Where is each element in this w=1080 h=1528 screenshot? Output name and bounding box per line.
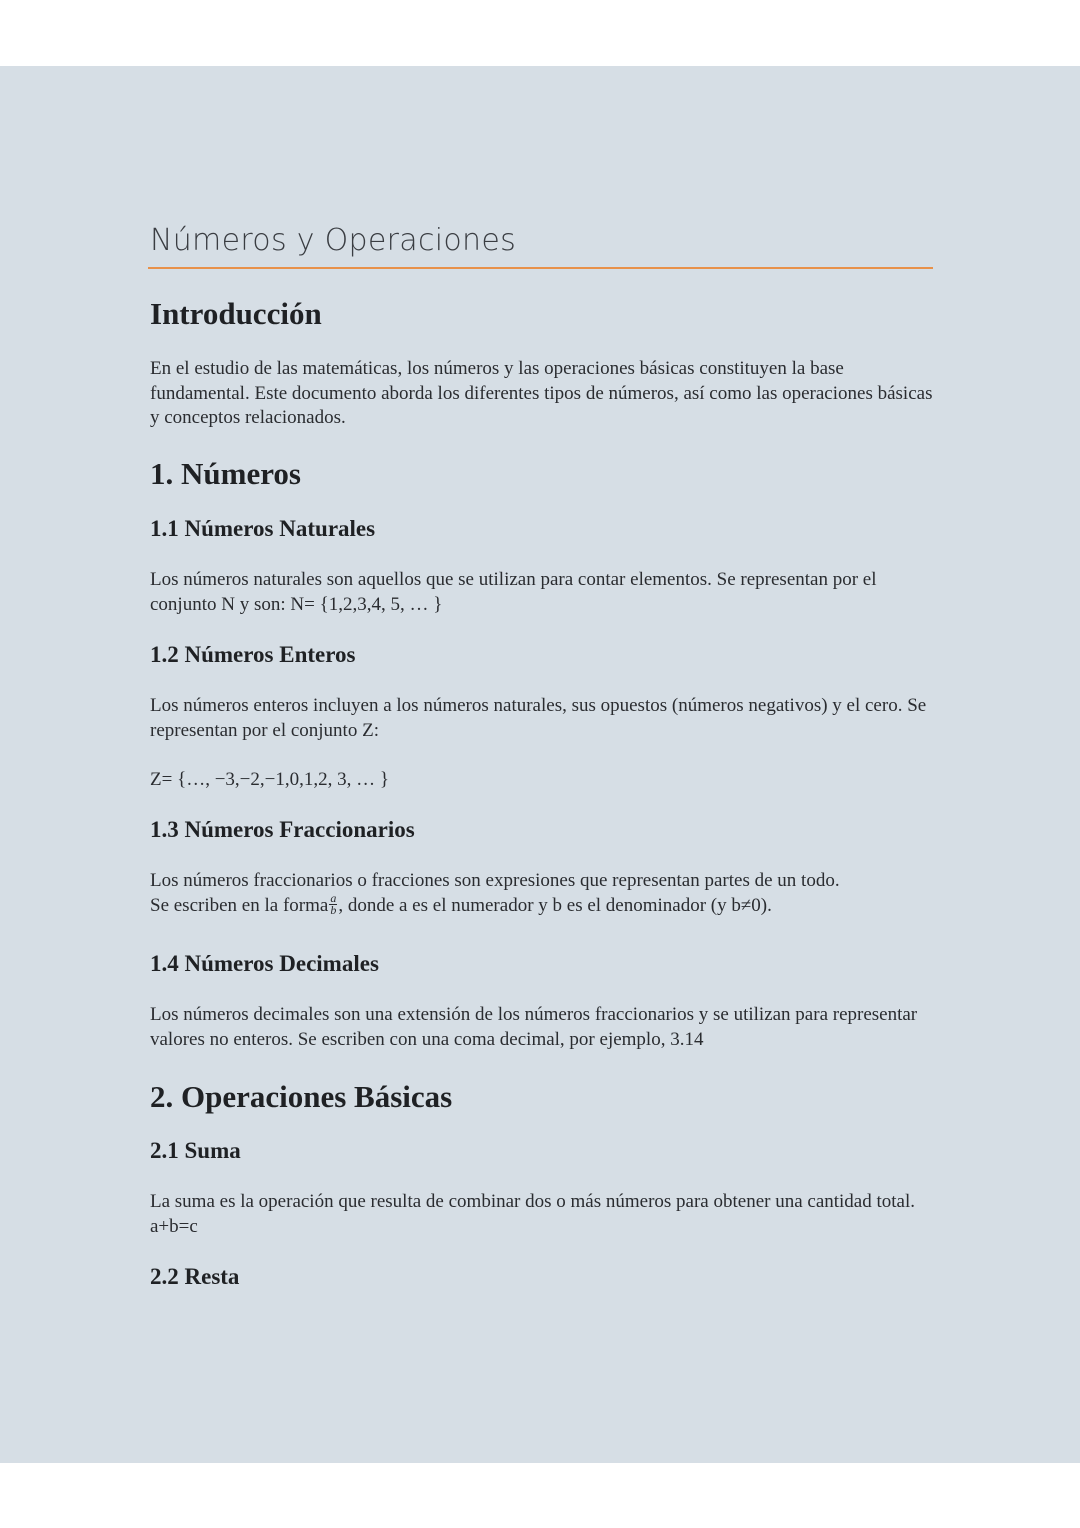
document-title: Números y Operaciones	[150, 223, 517, 258]
subsection-1-3-heading: 1.3 Números Fraccionarios	[150, 817, 415, 842]
intro-heading: Introducción	[150, 296, 322, 331]
enteros-set: Z= {…, −3,−2,−1,0,1,2, 3, … }	[150, 769, 389, 790]
subsection-2-2-heading: 2.2 Resta	[150, 1264, 240, 1289]
subsection-1-2-heading: 1.2 Números Enteros	[150, 642, 356, 667]
fraccionarios-line-2-prefix: Se escriben en la forma	[150, 894, 329, 916]
subsection-1-4-heading: 1.4 Números Decimales	[150, 951, 379, 976]
fraction-denominator: b	[330, 902, 337, 917]
document-page	[0, 66, 1080, 1463]
naturales-paragraph: Los números naturales son aquellos que se utilizan para contar elementos. Se representan por el conjunto N y son: N= {1,2,3,4, 5, … }	[150, 569, 877, 615]
enteros-paragraph: Los números enteros incluyen a los números naturales, sus opuestos (números negativos) y el cero. Se representan por el conjunto Z:	[150, 695, 927, 741]
intro-paragraph: En el estudio de las matemáticas, los números y las operaciones básicas constituyen la base fundamental. Este documento aborda los diferentes tipos de números, así como las operaciones básicas y conceptos relacionados.	[150, 358, 933, 428]
fraccionarios-line-2-suffix: , donde a es el numerador y b es el denominador (y b≠0).	[338, 894, 772, 916]
section-2-heading: 2. Operaciones Básicas	[150, 1079, 453, 1114]
section-1-heading: 1. Números	[150, 456, 301, 491]
fraction-numerator: a	[330, 890, 337, 905]
subsection-2-1-heading: 2.1 Suma	[150, 1138, 241, 1163]
fraccionarios-paragraph	[150, 869, 940, 918]
decimales-paragraph: Los números decimales son una extensión de los números fraccionarios y se utilizan para representar valores no enteros. Se escriben con una coma decimal, por ejemplo, 3.14	[150, 1004, 918, 1050]
subsection-1-1-heading: 1.1 Números Naturales	[150, 516, 376, 541]
title-underline	[148, 267, 933, 269]
fraction-a-over-b	[329, 890, 337, 917]
fraccionarios-line-1: Los números fraccionarios o fracciones son expresiones que representan partes de un todo.	[150, 870, 840, 891]
suma-paragraph: La suma es la operación que resulta de combinar dos o más números para obtener una cantidad total. a+b=c	[150, 1191, 916, 1237]
